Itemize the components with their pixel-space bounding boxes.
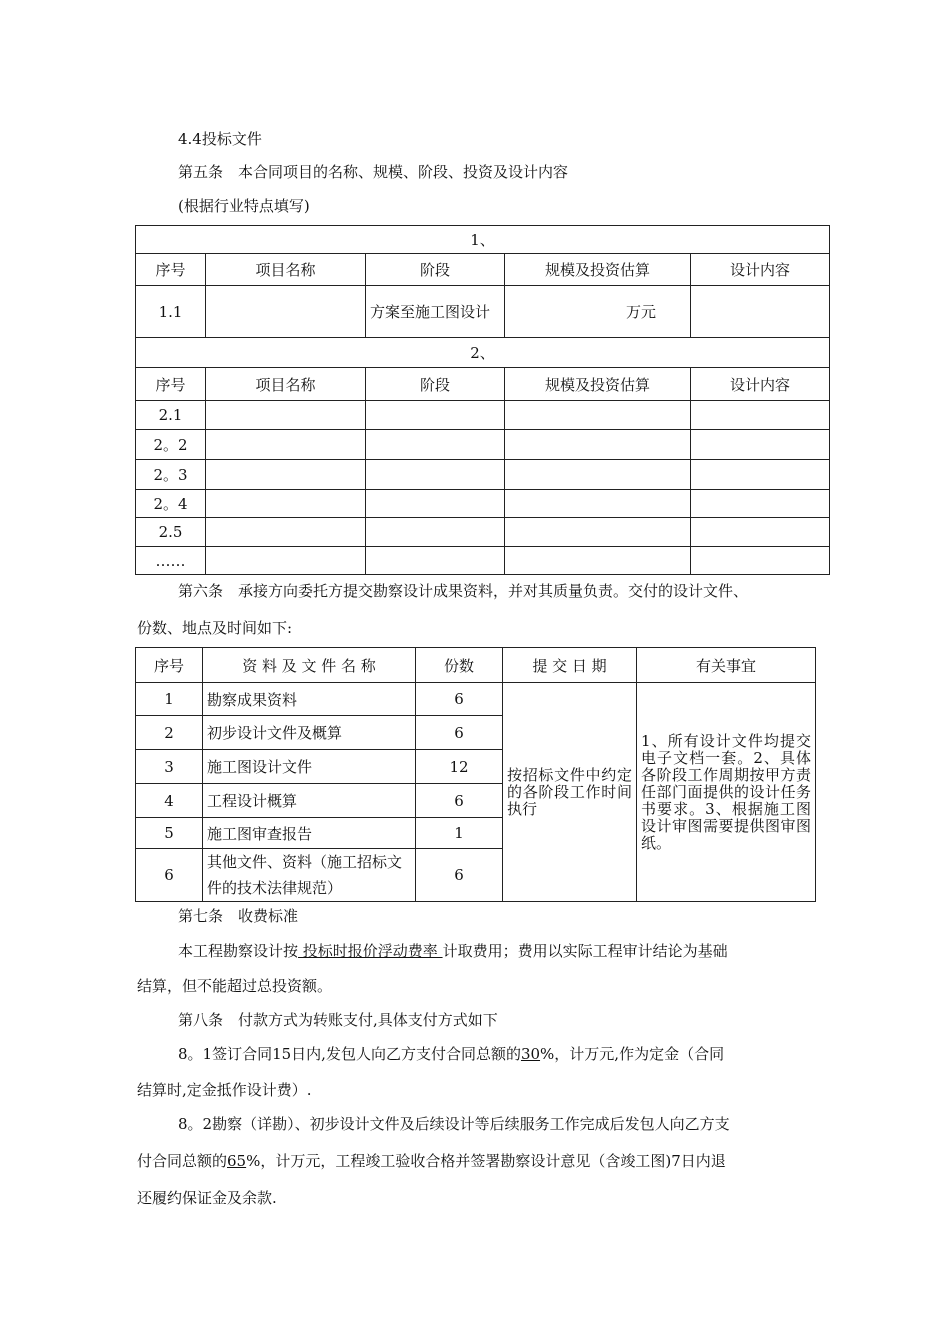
header-scale: 规模及投资估算 [505, 254, 691, 286]
header-no: 序号 [136, 254, 206, 286]
row-no: 1 [136, 683, 203, 716]
row-doc-name: 施工图设计文件 [203, 750, 416, 784]
table-row [136, 547, 830, 575]
table-row [136, 518, 830, 547]
table-row [136, 490, 830, 518]
table-row [136, 460, 830, 490]
article-8-title: 第八条 付款方式为转账支付,具体支付方式如下 [178, 1011, 498, 1029]
row-no: 5 [136, 818, 203, 849]
row-no: …… [136, 547, 206, 575]
header-scale: 规模及投资估算 [505, 368, 691, 401]
clause-8-1: 8。1签订合同15日内,发包人向乙方支付合同总额的30%，计万元,作为定金（合同 [178, 1045, 725, 1063]
article-7-para-2: 结算，但不能超过总投资额。 [137, 977, 333, 995]
header-stage: 阶段 [366, 254, 505, 286]
clause-8-2-line3: 还履约保证金及余款. [137, 1189, 277, 1207]
payment-percent: 65 [227, 1152, 247, 1170]
clause-8-2: 8。2勘察（详勘）、初步设计文件及后续设计等后续服务工作完成后发包人向乙方支 [178, 1115, 730, 1133]
row-no: 2.5 [136, 518, 206, 547]
table-row [136, 401, 830, 430]
header-name: 项目名称 [206, 254, 366, 286]
row-doc-name: 其他文件、资料（施工招标文件的技术法律规范） [203, 849, 416, 902]
row-no: 4 [136, 784, 203, 818]
row-no: 2.1 [136, 401, 206, 430]
header-content: 设计内容 [691, 254, 830, 286]
row-no: 2。2 [136, 430, 206, 460]
header-count: 份数 [416, 648, 503, 683]
submission-date: 按招标文件中约定的各阶段工作时间执行 [503, 683, 637, 902]
row-1-1-scale: 万元 [505, 286, 691, 338]
header-name: 项目名称 [206, 368, 366, 401]
row-1-1-content [691, 286, 830, 338]
header-no: 序号 [136, 368, 206, 401]
row-doc-name: 工程设计概算 [203, 784, 416, 818]
fee-rate: 投标时报价浮动费率 [298, 942, 443, 960]
row-no: 2 [136, 716, 203, 750]
section-4-4: 4.4投标文件 [178, 130, 262, 148]
row-doc-name: 初步设计文件及概算 [203, 716, 416, 750]
article-5-title: 第五条 本合同项目的名称、规模、阶段、投资及设计内容 [178, 163, 569, 181]
header-stage: 阶段 [366, 368, 505, 401]
clause-8-2-line2: 付合同总额的65%，计万元，工程竣工验收合格并签署勘察设计意见（含竣工图)7日内退 [137, 1152, 726, 1170]
header-date: 提 交 日 期 [503, 648, 637, 683]
header-notes: 有关事宜 [637, 648, 816, 683]
table-row [136, 683, 816, 716]
row-count: 6 [416, 784, 503, 818]
article-6-line1: 第六条 承接方向委托方提交勘察设计成果资料，并对其质量负责。交付的设计文件、 [178, 582, 749, 600]
project-table [135, 225, 830, 575]
row-no: 2。4 [136, 490, 206, 518]
table-row [136, 430, 830, 460]
row-no: 3 [136, 750, 203, 784]
article-7-para: 本工程勘察设计按 投标时报价浮动费率 计取费用；费用以实际工程审计结论为基础 [178, 942, 728, 960]
deliverables-table [135, 647, 816, 902]
row-doc-name: 勘察成果资料 [203, 683, 416, 716]
section-1-label: 1、 [136, 226, 830, 254]
row-no: 6 [136, 849, 203, 902]
row-count: 6 [416, 716, 503, 750]
deposit-percent: 30 [520, 1045, 541, 1063]
row-count: 1 [416, 818, 503, 849]
section-2-label: 2、 [136, 338, 830, 368]
row-doc-name: 施工图审查报告 [203, 818, 416, 849]
article-7-title: 第七条 收费标准 [178, 907, 299, 925]
row-1-1-stage: 方案至施工图设计 [366, 286, 505, 338]
row-1-1-name [206, 286, 366, 338]
header-no: 序号 [136, 648, 203, 683]
header-doc-name: 资 料 及 文 件 名 称 [203, 648, 416, 683]
article-6-line2: 份数、地点及时间如下: [137, 619, 293, 637]
row-count: 6 [416, 683, 503, 716]
row-no: 2。3 [136, 460, 206, 490]
notes: 1、所有设计文件均提交电子文档一套。2、具体各阶段工作周期按甲方责任部门面提供的设计任务书要求。3、根据施工图设计审图需要提供图审图纸。 [637, 683, 816, 902]
row-count: 6 [416, 849, 503, 902]
clause-8-1-line2: 结算时,定金抵作设计费）. [137, 1081, 312, 1099]
article-5-note: (根据行业特点填写) [178, 197, 310, 215]
row-count: 12 [416, 750, 503, 784]
header-content: 设计内容 [691, 368, 830, 401]
row-1-1-no: 1.1 [136, 286, 206, 338]
